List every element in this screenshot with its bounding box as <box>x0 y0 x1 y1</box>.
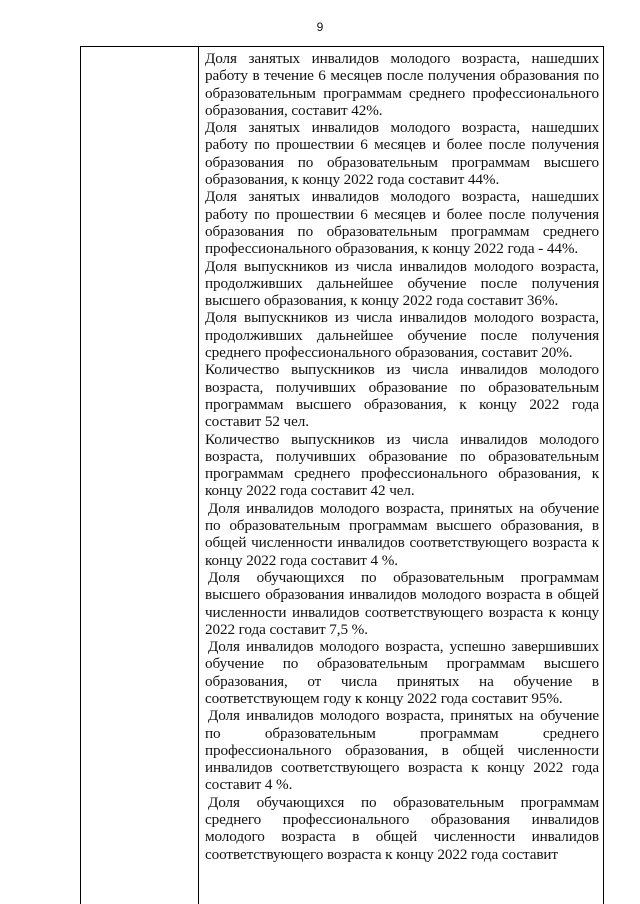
page-number: 9 <box>316 20 324 34</box>
paragraph-graduates-count-spo: Количество выпускников из числа инвалидов молодого возраста, получивших образование по образовательным программам среднего профессионального образования, к концу 2022 года составит 42 чел. <box>205 430 599 500</box>
paragraph-admitted-vo: Доля инвалидов молодого возраста, принятых на обучение по образовательным программам высшего образования, в общей численности инвалидов соответствующего возраста к концу 2022 года составит 4 %. <box>205 499 599 569</box>
paragraph-employment-spo-6-months: Доля занятых инвалидов молодого возраста, нашедших работу в течение 6 месяцев после получения образования по образовательным программам среднего профессионального образования, составит 42%. <box>205 50 599 119</box>
paragraph-admitted-spo: Доля инвалидов молодого возраста, принятых на обучение по образовательным программам среднего профессионального образования, в общей численности инвалидов соответствующего возраста к концу 2022 года составит 4 %. <box>205 707 599 794</box>
paragraph-graduates-continued-spo: Доля выпускников из числа инвалидов молодого возраста, продолживших дальнейшее обучение после получения среднего профессионального образования, составит 20%. <box>205 309 599 362</box>
paragraph-students-spo: Доля обучающихся по образовательным программам среднего профессионального образования инвалидов молодого возраста в общей численности инвалидов соответствующего возраста к концу 2022 года составит <box>205 793 599 863</box>
paragraph-completed-vo: Доля инвалидов молодого возраста, успешно завершивших обучение по образовательным программам высшего образования, от числа принятых на обучение в соответствующем году к концу 2022 года составит 95%. <box>205 638 599 707</box>
table-left-cell <box>81 47 199 904</box>
paragraph-employment-vo-after-6-months: Доля занятых инвалидов молодого возраста, нашедших работу по прошествии 6 месяцев и более после получения образования по образовательным программам высшего образования, к концу 2022 года составит 44%. <box>205 119 599 189</box>
paragraph-graduates-continued-vo: Доля выпускников из числа инвалидов молодого возраста, продолживших дальнейшее обучение после получения высшего образования, к концу 2022 года составит 36%. <box>205 257 599 310</box>
document-table <box>80 46 604 904</box>
paragraph-graduates-count-vo: Количество выпускников из числа инвалидов молодого возраста, получивших образование по образовательным программам высшего образования, к концу 2022 года составит 52 чел. <box>205 361 599 431</box>
paragraph-employment-spo-after-6-months: Доля занятых инвалидов молодого возраста, нашедших работу по прошествии 6 месяцев и более после получения образования по образовательным программам среднего профессионального образования, к концу 2022 года - 44%. <box>205 188 599 258</box>
paragraph-students-vo: Доля обучающихся по образовательным программам высшего образования инвалидов молодого возраста в общей численности инвалидов соответствующего возраста к концу 2022 года составит 7,5 %. <box>205 568 599 638</box>
table-right-cell <box>199 47 603 904</box>
